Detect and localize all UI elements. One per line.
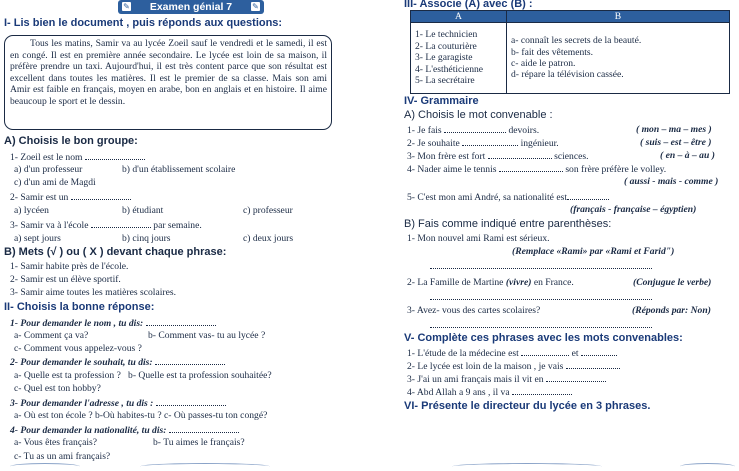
list-item[interactable]: d- répare la télévision cassée. bbox=[511, 69, 624, 81]
pencil-icon: ✎ bbox=[252, 2, 259, 11]
answer-blank[interactable] bbox=[444, 124, 506, 133]
statement-item[interactable]: 3- Samir aime toutes les matières scolaires. bbox=[10, 287, 176, 298]
list-item[interactable]: 5- La secrétaire bbox=[415, 75, 475, 87]
option-a[interactable]: a) sept jours bbox=[14, 233, 61, 244]
part1-sectionB-title: B) Mets (√ ) ou ( X ) devant chaque phrase: bbox=[4, 246, 227, 258]
option-c[interactable]: c) professeur bbox=[243, 205, 293, 216]
column-a-cell bbox=[411, 23, 507, 94]
list-item[interactable]: 4- L'esthéticienne bbox=[415, 63, 484, 75]
question-2: 2- Pour demander le souhait, tu dis: bbox=[10, 356, 225, 369]
option-a[interactable]: a- Vous êtes français? bbox=[14, 437, 98, 448]
grammar-question-4: 4- Nader aime le tennis son frère préfère le volley. bbox=[407, 164, 667, 175]
option-a[interactable]: a- Comment ça va? bbox=[14, 330, 89, 341]
reading-passage bbox=[4, 35, 332, 130]
question-3: 3- Pour demander l'adresse , tu dis : bbox=[10, 397, 226, 410]
list-item[interactable]: 1- Le technicien bbox=[415, 29, 478, 41]
grammar-options: ( en – à – au ) bbox=[660, 150, 715, 161]
option-b[interactable]: b- Comment vas- tu au lycée ? bbox=[148, 330, 266, 341]
grammar-options: ( suis – est – être ) bbox=[640, 137, 712, 148]
grammar-question-1: 1- Je fais devoirs. bbox=[407, 125, 540, 136]
part4-sectionA-title: A) Choisis le mot convenable : bbox=[404, 109, 553, 121]
transform-question-3: 3- Avez- vous des cartes scolaires? bbox=[407, 305, 541, 316]
answer-blank[interactable] bbox=[91, 219, 151, 228]
answer-line[interactable] bbox=[430, 327, 652, 328]
answer-blank[interactable] bbox=[85, 151, 145, 160]
part5-title: V- Complète ces phrases avec les mots convenables: bbox=[404, 332, 683, 344]
grammar-options: ( aussi - mais - comme ) bbox=[624, 176, 719, 187]
complete-question-3: 3- J'ai un ami français mais il vit en bbox=[407, 373, 606, 386]
grammar-question-5: 5- C'est mon ami André, sa nationalité est bbox=[407, 191, 609, 204]
statement-item[interactable]: 2- Samir est un élève sportif. bbox=[10, 274, 121, 285]
list-item[interactable]: c- aide le patron. bbox=[511, 58, 576, 69]
question-1: 1- Zoeil est le nom bbox=[10, 151, 145, 164]
column-b-header: B bbox=[507, 11, 730, 23]
question-2: 2- Samir est un bbox=[10, 191, 131, 204]
option-b[interactable]: b) étudiant bbox=[122, 205, 164, 216]
exam-banner: ✎ Examen génial 7 ✎ bbox=[118, 0, 264, 14]
question-1: 1- Pour demander le nom , tu dis: bbox=[10, 317, 216, 330]
passage-text: Tous les matins, Samir va au lycée Zoeil sauf le vendredi et le samedi, il est en congé. Il est en première année secondaire. Le lycée est loin de sa maison, il préfère prendre un taxi. Aujourd'hui, il est très content parce que son résultat est excellent dans toutes les matières. Il est le premier de sa classe. Mais son ami Amir est faible en français, moyen en arabe, bon en anglais et en histoire. Il aime beaucoup le sport et le dessin. bbox=[10, 38, 327, 107]
transform-instruction: (Conjugue le verbe) bbox=[633, 277, 712, 288]
column-b-cell bbox=[507, 23, 730, 94]
grammar-question-3: 3- Mon frère est fort sciences. bbox=[407, 151, 589, 162]
complete-question-1: 1- L'étude de la médecine est et bbox=[407, 347, 617, 360]
answer-blank[interactable] bbox=[156, 397, 226, 406]
option-b[interactable]: b- Tu aimes le français? bbox=[153, 437, 245, 448]
part4-sectionB-title: B) Fais comme indiqué entre parenthèses: bbox=[404, 218, 612, 230]
answer-blank[interactable] bbox=[462, 137, 518, 146]
part1-sectionA-title: A) Choisis le bon groupe: bbox=[4, 135, 138, 147]
part3-title: III- Associe (A) avec (B) : bbox=[404, 0, 533, 10]
answer-blank[interactable] bbox=[155, 356, 225, 365]
answer-blank[interactable] bbox=[521, 347, 569, 356]
option-b[interactable]: b) cinq jours bbox=[122, 233, 171, 244]
option-c[interactable]: c- Tu as un ami français? bbox=[14, 451, 111, 462]
question-4: 4- Pour demander la nationalité, tu dis: bbox=[10, 424, 239, 437]
complete-question-4: 4- Abd Allah a 9 ans , il va bbox=[407, 386, 572, 399]
part6-title: VI- Présente le directeur du lycée en 3 phrases. bbox=[404, 400, 651, 412]
option-c[interactable]: c) deux jours bbox=[243, 233, 294, 244]
grammar-question-2: 2- Je souhaite ingénieur. bbox=[407, 138, 559, 149]
option-c[interactable]: c- Quel est ton hobby? bbox=[14, 383, 101, 394]
answer-line[interactable] bbox=[430, 299, 652, 300]
part1-title: I- Lis bien le document , puis réponds aux questions: bbox=[4, 17, 283, 29]
complete-question-2: 2- Le lycée est loin de la maison , je vais bbox=[407, 360, 620, 373]
answer-blank[interactable] bbox=[488, 150, 552, 159]
transform-instruction: (Réponds par: Non) bbox=[632, 305, 711, 316]
transform-instruction: (Remplace «Rami» par «Rami et Farid") bbox=[512, 246, 675, 257]
answer-blank[interactable] bbox=[567, 191, 609, 200]
answer-blank[interactable] bbox=[499, 163, 563, 172]
part4-title: IV- Grammaire bbox=[404, 95, 479, 107]
answer-blank[interactable] bbox=[546, 373, 606, 382]
statement-item[interactable]: 1- Samir habite près de l'école. bbox=[10, 261, 129, 272]
option-a[interactable]: a) lycéen bbox=[14, 205, 49, 216]
pencil-icon: ✎ bbox=[123, 2, 130, 11]
list-item[interactable]: b- fait des vêtements. bbox=[511, 46, 594, 58]
option-a[interactable]: a) d'un professeur bbox=[14, 164, 83, 175]
list-item[interactable]: 3- Le garagiste bbox=[415, 52, 473, 64]
page-border-curve bbox=[680, 463, 735, 470]
options-abc[interactable]: a- Où est ton école ? b-Où habites-tu ? c- Où passes-tu ton congé? bbox=[14, 410, 268, 421]
list-item[interactable]: 2- La couturière bbox=[415, 40, 477, 52]
column-a-header: A bbox=[411, 11, 507, 23]
answer-blank[interactable] bbox=[146, 317, 216, 326]
option-c[interactable]: c) d'un ami de Magdi bbox=[14, 177, 96, 188]
answer-blank[interactable] bbox=[169, 424, 239, 433]
grammar-options: ( mon – ma – mes ) bbox=[636, 124, 712, 135]
matching-table bbox=[410, 10, 730, 94]
answer-blank[interactable] bbox=[581, 347, 617, 356]
answer-line[interactable] bbox=[430, 268, 652, 269]
page-border-curve bbox=[452, 463, 602, 470]
options-ab[interactable]: a- Quelle est ta profession ? b- Quelle est ta profession souhaitée? bbox=[14, 370, 272, 381]
question-3: 3- Samir va à l'école par semaine. bbox=[10, 220, 202, 231]
answer-blank[interactable] bbox=[512, 386, 572, 395]
page-border-curve bbox=[10, 463, 80, 470]
transform-question-1: 1- Mon nouvel ami Rami est sérieux. bbox=[407, 233, 550, 244]
option-c[interactable]: c- Comment vous appelez-vous ? bbox=[14, 343, 142, 354]
list-item[interactable]: a- connaît les secrets de la beauté. bbox=[511, 35, 642, 47]
page-border-curve bbox=[140, 463, 270, 470]
answer-blank[interactable] bbox=[71, 191, 131, 200]
answer-blank[interactable] bbox=[566, 360, 620, 369]
option-b[interactable]: b) d'un établissement scolaire bbox=[122, 164, 236, 175]
grammar-options: (français - française – égyptien) bbox=[570, 204, 697, 215]
part2-title: II- Choisis la bonne réponse: bbox=[4, 301, 155, 313]
transform-question-2: 2- La Famille de Martine (vivre) en France. bbox=[407, 277, 574, 288]
